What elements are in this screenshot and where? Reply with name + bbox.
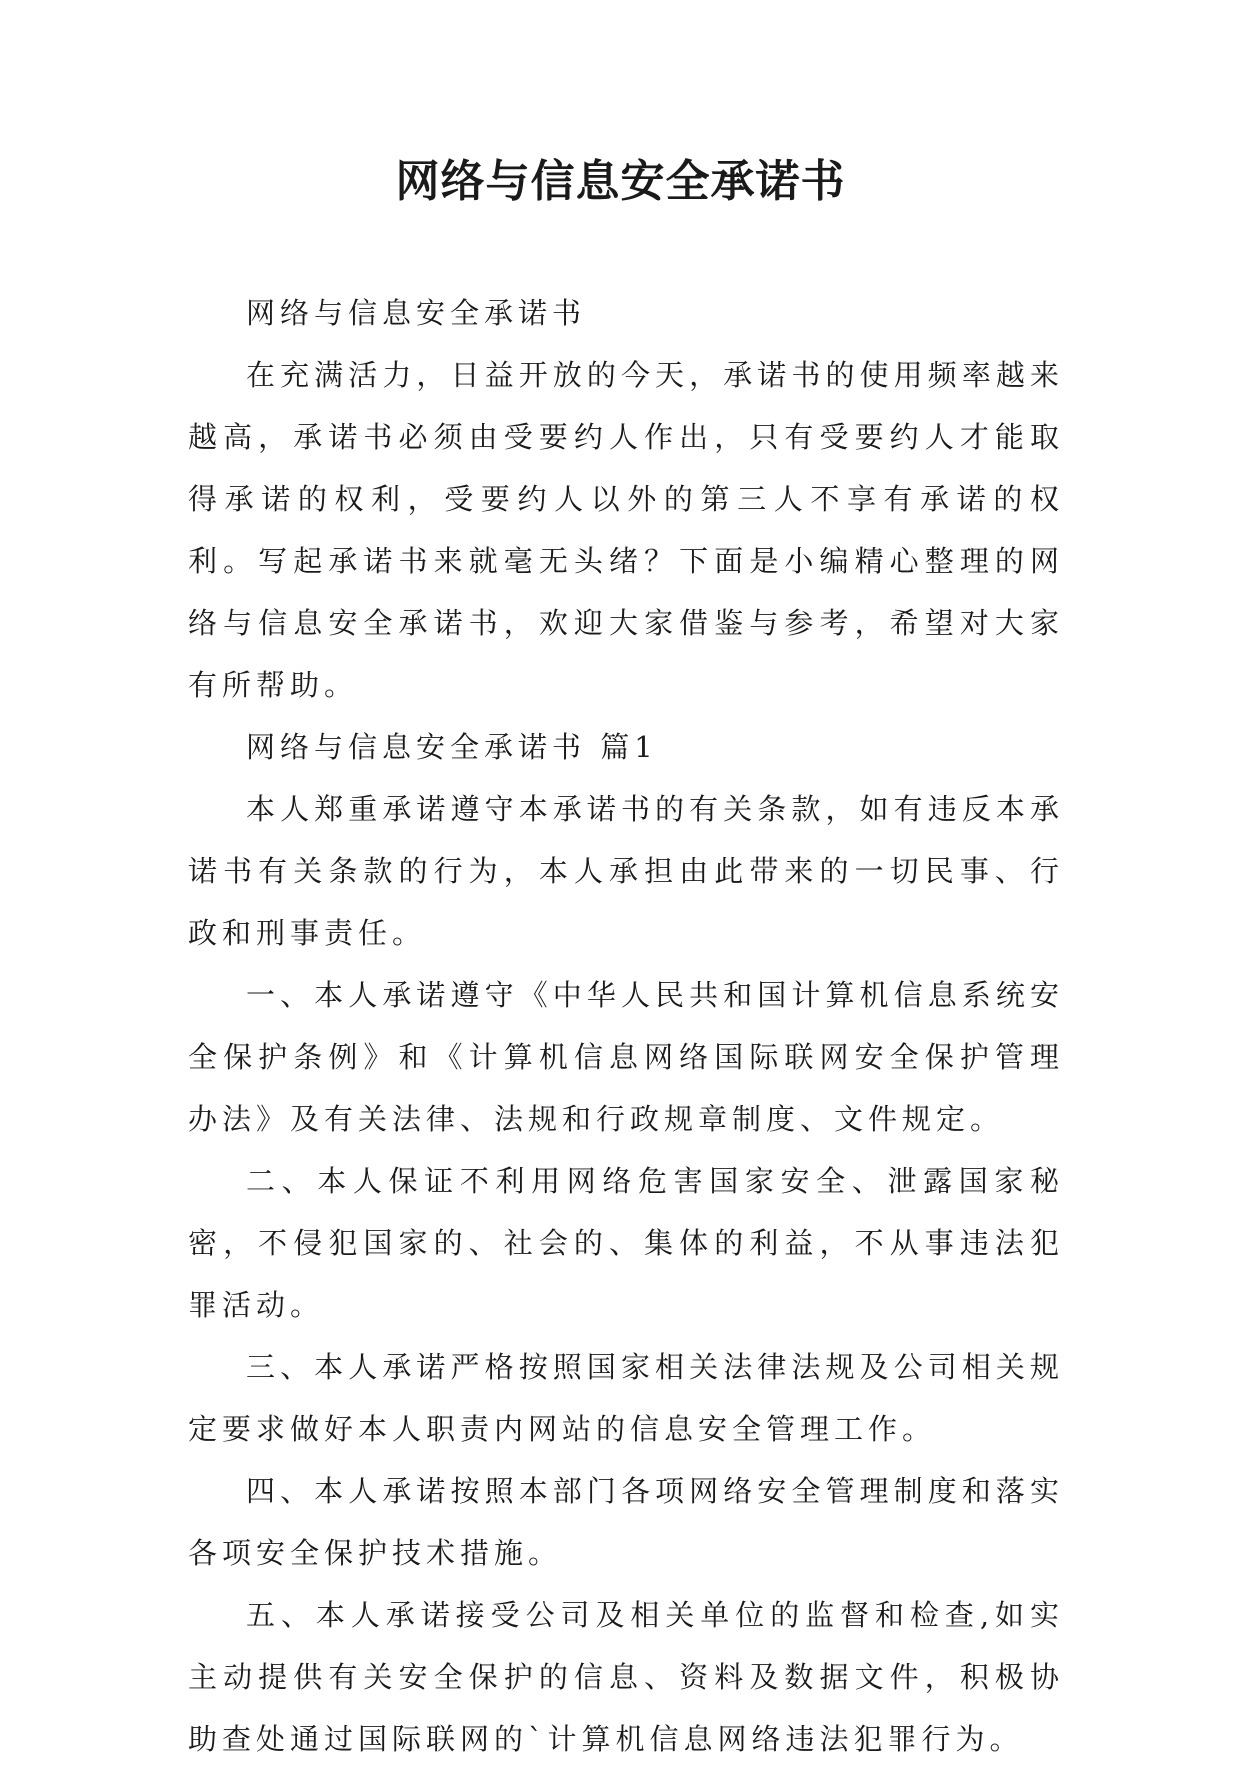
paragraph-section-heading: 网络与信息安全承诺书 篇1 [246,730,658,764]
paragraph-subtitle: 网络与信息安全承诺书 [246,296,587,330]
paragraph-item-5: 五、本人承诺接受公司及相关单位的监督和检查,如实主动提供有关安全保护的信息、资料及数据文件，积极协助查处通过国际联网的`计算机信息网络违法犯罪行为。 [188,1598,1064,1756]
document-title: 网络与信息安全承诺书 [395,156,846,207]
paragraph-item-3: 三、本人承诺严格按照国家相关法律法规及公司相关规定要求做好本人职责内网站的信息安全管理工作。 [188,1350,1064,1446]
document-body [188,282,1064,1770]
paragraph-intro: 在充满活力，日益开放的今天，承诺书的使用频率越来越高，承诺书必须由受要约人作出，只有受要约人才能取得承诺的权利，受要约人以外的第三人不享有承诺的权利。写起承诺书来就毫无头绪？下面是小编精心整理的网络与信息安全承诺书，欢迎大家借鉴与参考，希望对大家有所帮助。 [188,358,1064,702]
paragraph-item-2: 二、本人保证不利用网络危害国家安全、泄露国家秘密，不侵犯国家的、社会的、集体的利益，不从事违法犯罪活动。 [188,1164,1064,1322]
paragraph-item-4: 四、本人承诺按照本部门各项网络安全管理制度和落实各项安全保护技术措施。 [188,1474,1064,1570]
paragraph-pledge: 本人郑重承诺遵守本承诺书的有关条款，如有违反本承诺书有关条款的行为，本人承担由此带来的一切民事、行政和刑事责任。 [188,792,1064,950]
paragraph-item-1: 一、本人承诺遵守《中华人民共和国计算机信息系统安全保护条例》和《计算机信息网络国际联网安全保护管理办法》及有关法律、法规和行政规章制度、文件规定。 [188,978,1064,1136]
